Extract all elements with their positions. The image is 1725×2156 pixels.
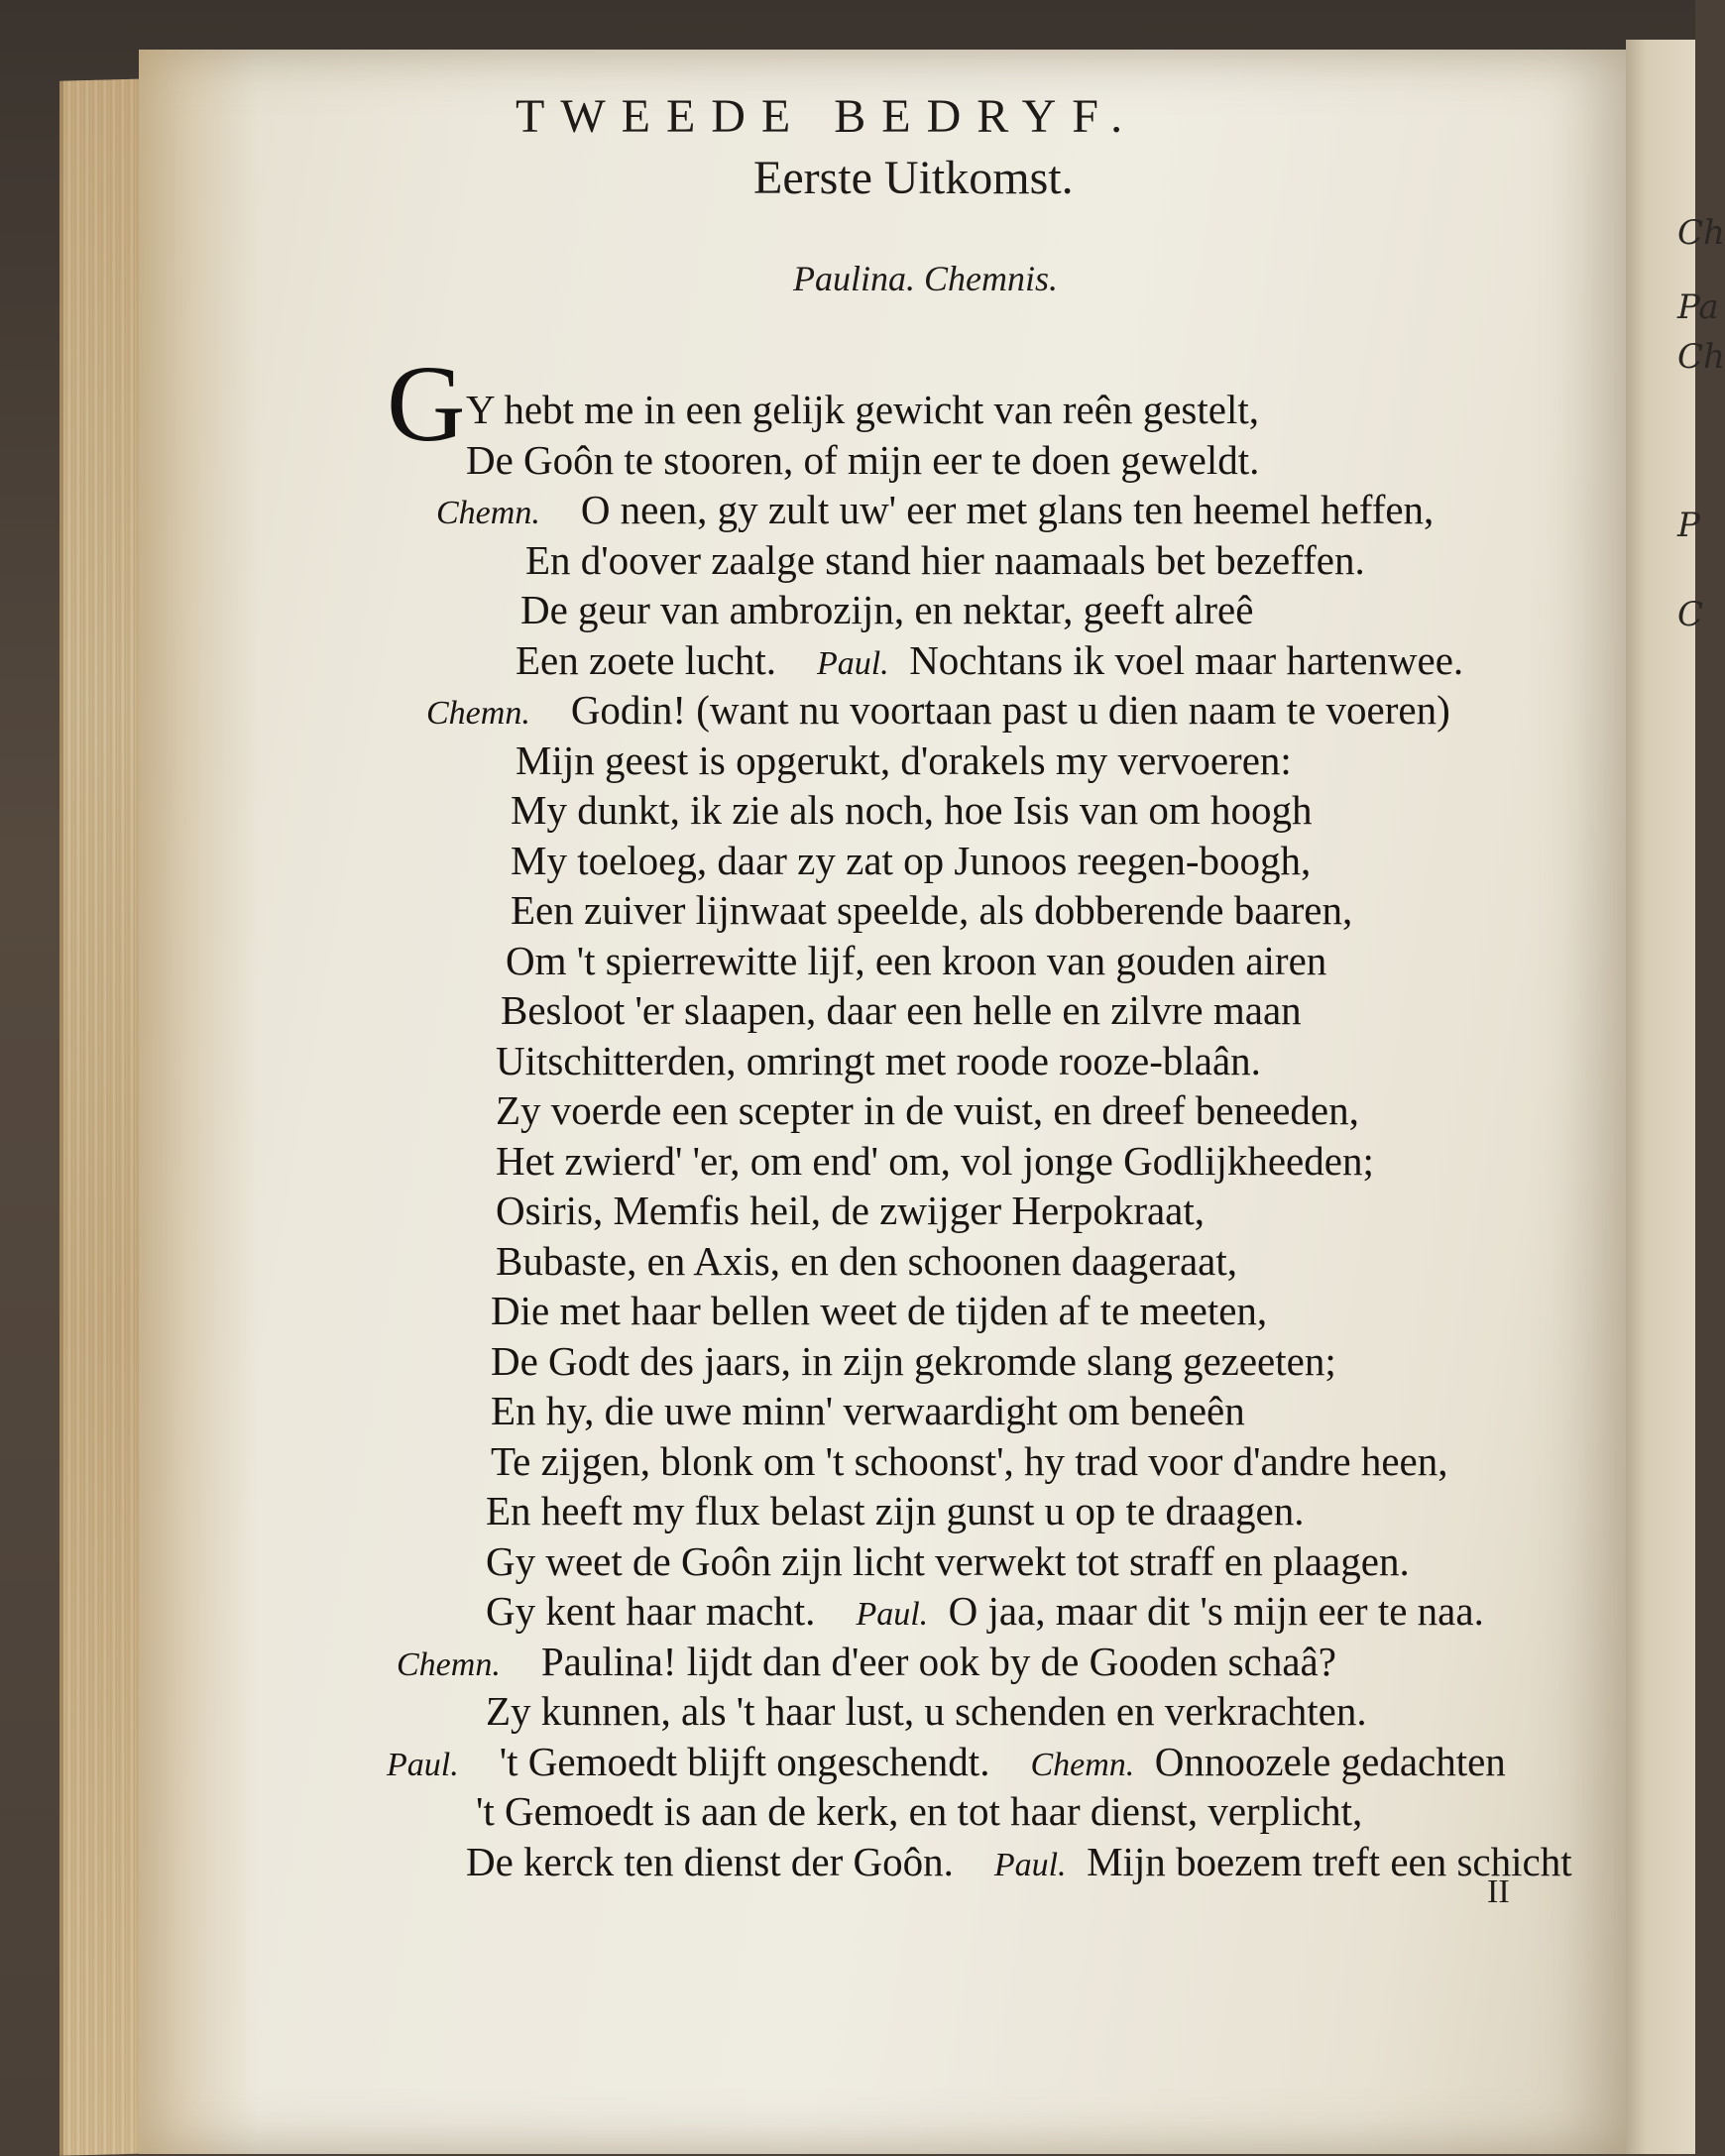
verse-line [516,636,1464,683]
verse-line [496,1087,1359,1133]
verse-line [506,937,1327,983]
verse-line [496,1037,1261,1083]
facing-page-fragment: Ch [1677,213,1725,253]
line-text: Het zwierd' 'er, om end' om, vol jonge Godlijkheeden; [496,1137,1374,1184]
line-text: Te zijgen, blonk om 't schoonst', hy trad voor d'andre heen, [491,1437,1448,1484]
speaker-list: Paulina. Chemnis. [793,259,1058,298]
running-head: TWEEDE BEDRYF. [516,90,1139,143]
verse-line [491,1437,1448,1484]
line-text: Uitschitterden, omringt met roode rooze-blaân. [496,1037,1261,1083]
verse-line [426,687,1450,733]
line-text: Gy weet de Goôn zijn licht verwekt tot straff en plaagen. [486,1537,1410,1584]
line-text: Mijn boezem treft een schicht [1087,1838,1572,1884]
verse-line [511,887,1353,933]
line-text: Gy kent haar macht. [486,1588,816,1634]
verse-line [466,1838,1572,1884]
verse-line [486,1488,1305,1533]
speaker-label: Paul. [816,644,889,682]
line-text: En hy, die uwe minn' verwaardight om beneên [491,1388,1245,1433]
speaker-label: Paul. [387,1746,459,1783]
line-text: De geur van ambrozijn, en nektar, geeft alreê [520,587,1254,632]
catchword: II [1487,1873,1510,1910]
verse-line [511,787,1313,833]
facing-page-fragment: C [1677,595,1704,634]
line-text: Godin! (want nu voortaan past u dien naam te voeren) [570,687,1450,733]
verse-line [516,737,1292,783]
facing-page-fragment: Pa [1677,287,1719,327]
line-text: En heeft my flux belast zijn gunst u op te draagen. [486,1488,1305,1533]
facing-page-fragment: P [1677,506,1700,545]
speaker-label: Chemn. [436,495,540,531]
speaker-label: Chemn. [426,695,530,732]
line-text: Zy kunnen, als 't haar lust, u schenden en verkrachten. [486,1688,1367,1734]
verse-line [520,587,1254,632]
line-text: Een zoete lucht. [516,636,776,683]
line-text: Osiris, Memfis heil, de zwijger Herpokraat, [496,1188,1206,1233]
verse-line [525,536,1365,583]
drop-cap: G [387,343,466,464]
verse-line [496,1137,1374,1184]
verse-line [466,436,1260,483]
line-text: En d'oover zaalge stand hier naamaals bet bezeffen. [525,536,1365,583]
line-text: De kerck ten dienst der Goôn. [466,1838,954,1884]
line-text: Onnoozele gedachten [1154,1738,1506,1784]
speaker-label: Paul. [856,1596,929,1633]
line-text: Bubaste, en Axis, en den schoonen daageraat, [496,1237,1238,1284]
facing-page-fragment: Ch [1677,337,1725,377]
verse-line [491,1388,1245,1433]
line-text: Paulina! lijdt dan d'eer ook by de Gooden schaâ? [540,1638,1336,1684]
line-text: Besloot 'er slaapen, daar een helle en zilvre maan [501,987,1302,1033]
line-text: 't Gemoedt blijft ongeschendt. [499,1738,990,1784]
verse-line [491,1337,1336,1384]
line-text: My toeloeg, daar zy zat op Junoos reegen-boogh, [511,837,1312,883]
line-text: Om 't spierrewitte lijf, een kroon van gouden airen [506,937,1327,983]
verse-line [397,1638,1336,1684]
line-text: De Godt des jaars, in zijn gekromde slang gezeeten; [491,1337,1336,1384]
line-text: O neen, gy zult uw' eer met glans ten heemel heffen, [580,487,1435,532]
line-text: Mijn geest is opgerukt, d'orakels my vervoeren: [516,737,1292,783]
verse-line [486,1588,1484,1634]
line-text: De Goôn te stooren, of mijn eer te doen geweldt. [466,436,1260,483]
speaker-label: Paul. [993,1846,1067,1883]
verse-line [466,387,1259,432]
scene-title: Eerste Uitkomst. [753,152,1074,204]
line-text: O jaa, maar dit 's mijn eer te naa. [948,1588,1484,1634]
verse-line [491,1288,1268,1333]
line-text: Zy voerde een scepter in de vuist, en dreef beneeden, [496,1087,1359,1133]
line-text: 't Gemoedt is aan de kerk, en tot haar dienst, verplicht, [476,1788,1363,1834]
line-text: My dunkt, ik zie als noch, hoe Isis van om hoogh [511,787,1313,833]
line-text: Die met haar bellen weet de tijden af te meeten, [491,1288,1268,1333]
verse-line [486,1537,1410,1584]
speaker-label: Chemn. [397,1645,501,1683]
verse-line [496,1188,1206,1233]
verse-line [496,1237,1238,1284]
verse-line [476,1788,1363,1834]
line-text: Nochtans ik voel maar hartenwee. [909,636,1464,683]
verse-line [511,837,1312,883]
line-text: Een zuiver lijnwaat speelde, als dobberende baaren, [511,887,1353,933]
verse-line [387,1738,1506,1784]
line-text: Y hebt me in een gelijk gewicht van reên gestelt, [466,387,1259,432]
verse-line [436,487,1435,532]
verse-line [501,987,1302,1033]
verse-line [486,1688,1367,1734]
speaker-label: Chemn. [1030,1746,1135,1783]
